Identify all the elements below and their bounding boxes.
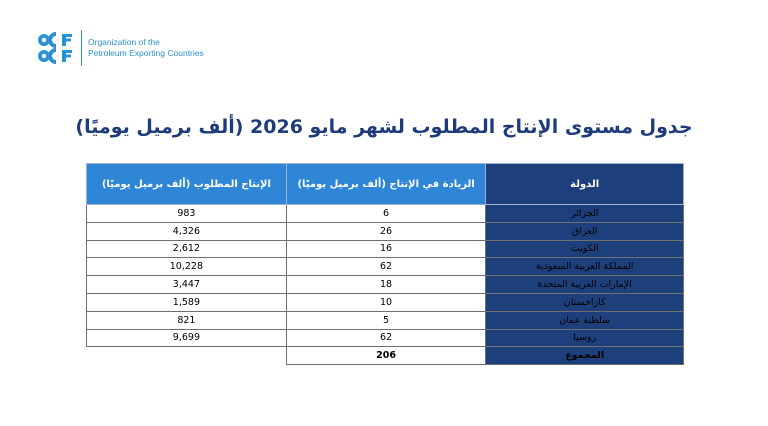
country-cell: الكويت [486,240,684,258]
country-cell: العراق [486,222,684,240]
table-row [87,276,684,294]
increase-cell: 62 [286,258,486,276]
header-production: الإنتاج المطلوب (ألف برميل يوميًا) [87,164,287,205]
table-header-row [87,164,684,205]
opec-emblem-icon [36,32,76,64]
total-label: المجموع [486,347,684,365]
table-row [87,240,684,258]
table-row [87,258,684,276]
increase-cell: 16 [286,240,486,258]
organization-name [88,37,204,59]
production-cell: 821 [87,311,287,329]
increase-cell: 6 [286,205,486,223]
organization-name-line1: Organization of the [88,37,160,47]
increase-cell: 10 [286,293,486,311]
logo-divider [81,30,82,66]
production-cell: 10,228 [87,258,287,276]
country-cell: الإمارات العربية المتحدة [486,276,684,294]
production-cell: 4,326 [87,222,287,240]
table-row [87,205,684,223]
table-row [87,311,684,329]
table-row [87,329,684,347]
total-row [87,347,684,365]
page-title: جدول مستوى الإنتاج المطلوب لشهر مايو 2026 (ألف برميل يوميًا) [75,116,693,138]
opec-logo [36,30,204,66]
organization-name-line2: Petroleum Exporting Countries [88,48,204,58]
country-cell: كازاخستان [486,293,684,311]
total-increase: 206 [286,347,486,365]
table-row [87,293,684,311]
production-cell: 983 [87,205,287,223]
header-country: الدولة [486,164,684,205]
table-row [87,222,684,240]
increase-cell: 18 [286,276,486,294]
country-cell: الجزائر [486,205,684,223]
increase-cell: 26 [286,222,486,240]
increase-cell: 5 [286,311,486,329]
increase-cell: 62 [286,329,486,347]
production-cell: 1,589 [87,293,287,311]
empty-cell [87,347,287,365]
country-cell: المملكة العربية السعودية [486,258,684,276]
country-cell: سلطنة عمان [486,311,684,329]
header-increase: الزيادة في الإنتاج (ألف برميل يوميًا) [286,164,486,205]
production-cell: 3,447 [87,276,287,294]
production-table [86,163,684,365]
country-cell: روسيا [486,329,684,347]
production-cell: 2,612 [87,240,287,258]
production-cell: 9,699 [87,329,287,347]
